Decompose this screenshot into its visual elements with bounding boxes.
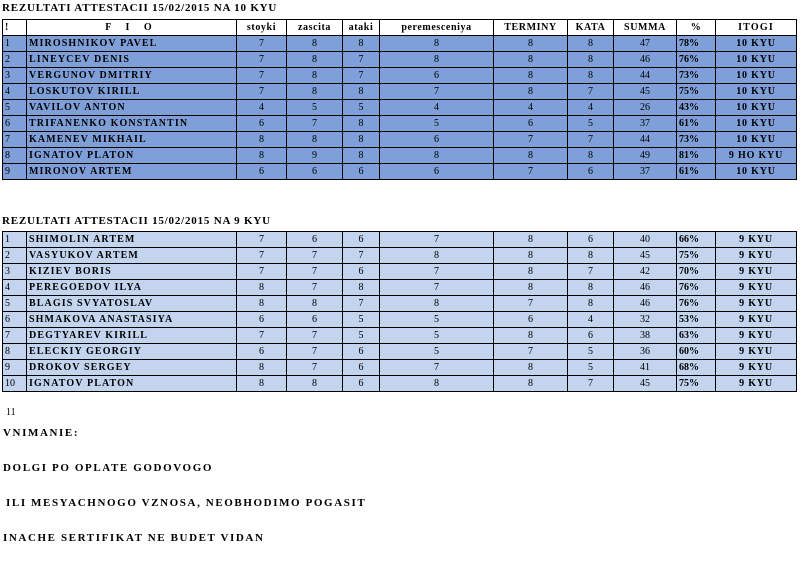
cell-zascita[interactable]: 8 [287,68,343,84]
cell-peremesceniya[interactable]: 5 [380,312,494,328]
cell-percent[interactable]: 78% [677,36,716,52]
cell-percent[interactable]: 63% [677,328,716,344]
results-table-9-kyu [2,231,797,392]
cell-ataki[interactable]: 5 [343,312,380,328]
cell-peremesceniya[interactable]: 8 [380,376,494,392]
cell-terminy[interactable]: 7 [494,296,568,312]
cell-kata[interactable]: 8 [568,68,614,84]
cell-zascita[interactable]: 7 [287,360,343,376]
table-row [3,52,797,68]
header-cell-zascita[interactable]: zascita [287,20,343,36]
cell-stoyki[interactable]: 4 [237,100,287,116]
cell-zascita[interactable]: 8 [287,84,343,100]
cell-number[interactable]: 4 [3,280,27,296]
cell-ataki[interactable]: 7 [343,296,380,312]
cell-number[interactable]: 5 [3,100,27,116]
cell-name[interactable]: PEREGOEDOV ILYA [27,280,237,296]
cell-name[interactable]: DEGTYAREV KIRILL [27,328,237,344]
cell-name[interactable]: LINEYCEV DENIS [27,52,237,68]
cell-name[interactable]: SHIMOLIN ARTEM [27,232,237,248]
cell-kata[interactable]: 7 [568,132,614,148]
cell-kata[interactable]: 8 [568,52,614,68]
cell-ataki[interactable]: 6 [343,164,380,180]
cell-itogi[interactable]: 9 KYU [716,312,797,328]
header-cell-itogi[interactable]: ITOGI [716,20,797,36]
table-row [3,68,797,84]
cell-terminy[interactable]: 8 [494,36,568,52]
cell-itogi[interactable]: 10 KYU [716,164,797,180]
next-row-number[interactable]: 11 [6,407,16,418]
cell-kata[interactable]: 6 [568,164,614,180]
cell-number[interactable]: 2 [3,248,27,264]
cell-percent[interactable]: 61% [677,116,716,132]
cell-terminy[interactable]: 7 [494,344,568,360]
cell-peremesceniya[interactable]: 7 [380,360,494,376]
cell-name[interactable]: ELECKIY GEORGIY [27,344,237,360]
table-row [3,328,797,344]
cell-ataki[interactable]: 6 [343,376,380,392]
cell-zascita[interactable]: 7 [287,344,343,360]
table-row [3,248,797,264]
cell-zascita[interactable]: 7 [287,280,343,296]
cell-ataki[interactable]: 6 [343,232,380,248]
cell-number[interactable]: 5 [3,296,27,312]
cell-terminy[interactable]: 7 [494,164,568,180]
cell-kata[interactable]: 6 [568,328,614,344]
header-cell-number[interactable]: ! [3,20,27,36]
cell-summa[interactable]: 46 [614,52,677,68]
cell-peremesceniya[interactable]: 5 [380,344,494,360]
cell-name[interactable]: IGNATOV PLATON [27,376,237,392]
cell-number[interactable]: 1 [3,36,27,52]
cell-zascita[interactable]: 6 [287,164,343,180]
cell-summa[interactable]: 49 [614,148,677,164]
cell-summa[interactable]: 45 [614,84,677,100]
cell-itogi[interactable]: 10 KYU [716,36,797,52]
cell-stoyki[interactable]: 7 [237,68,287,84]
cell-stoyki[interactable]: 8 [237,280,287,296]
cell-terminy[interactable]: 8 [494,68,568,84]
cell-terminy[interactable]: 8 [494,52,568,68]
cell-stoyki[interactable]: 8 [237,148,287,164]
table-row [3,36,797,52]
notice-heading[interactable]: VNIMANIE: [3,427,80,439]
cell-kata[interactable]: 5 [568,344,614,360]
cell-zascita[interactable]: 7 [287,116,343,132]
cell-peremesceniya[interactable]: 8 [380,296,494,312]
cell-peremesceniya[interactable]: 5 [380,116,494,132]
cell-ataki[interactable]: 8 [343,132,380,148]
cell-kata[interactable]: 8 [568,148,614,164]
cell-percent[interactable]: 43% [677,100,716,116]
cell-summa[interactable]: 40 [614,232,677,248]
cell-name[interactable]: VAVILOV ANTON [27,100,237,116]
header-cell-peremesceniya[interactable]: peremesceniya [380,20,494,36]
cell-name[interactable]: MIROSHNIKOV PAVEL [27,36,237,52]
cell-percent[interactable]: 76% [677,296,716,312]
cell-summa[interactable]: 26 [614,100,677,116]
cell-zascita[interactable]: 6 [287,312,343,328]
cell-stoyki[interactable]: 7 [237,248,287,264]
cell-peremesceniya[interactable]: 7 [380,280,494,296]
cell-ataki[interactable]: 6 [343,360,380,376]
cell-name[interactable]: BLAGIS SVYATOSLAV [27,296,237,312]
table-row [3,100,797,116]
cell-ataki[interactable]: 7 [343,52,380,68]
cell-ataki[interactable]: 7 [343,248,380,264]
cell-ataki[interactable]: 8 [343,280,380,296]
cell-summa[interactable]: 37 [614,164,677,180]
cell-peremesceniya[interactable]: 8 [380,36,494,52]
cell-name[interactable]: IGNATOV PLATON [27,148,237,164]
cell-kata[interactable]: 7 [568,84,614,100]
cell-zascita[interactable]: 8 [287,36,343,52]
cell-stoyki[interactable]: 6 [237,116,287,132]
cell-kata[interactable]: 7 [568,376,614,392]
header-cell-fio[interactable]: F I O [27,20,237,36]
cell-kata[interactable]: 8 [568,280,614,296]
cell-summa[interactable]: 44 [614,68,677,84]
cell-terminy[interactable]: 8 [494,232,568,248]
cell-zascita[interactable]: 5 [287,100,343,116]
cell-number[interactable]: 7 [3,328,27,344]
cell-peremesceniya[interactable]: 8 [380,248,494,264]
cell-kata[interactable]: 4 [568,100,614,116]
cell-kata[interactable]: 7 [568,264,614,280]
header-cell-kata[interactable]: KATA [568,20,614,36]
table-row [3,376,797,392]
cell-summa[interactable]: 37 [614,116,677,132]
cell-stoyki[interactable]: 8 [237,360,287,376]
cell-percent[interactable]: 73% [677,68,716,84]
cell-number[interactable]: 3 [3,264,27,280]
cell-itogi[interactable]: 10 KYU [716,68,797,84]
cell-percent[interactable]: 81% [677,148,716,164]
cell-number[interactable]: 6 [3,312,27,328]
cell-number[interactable]: 3 [3,68,27,84]
cell-kata[interactable]: 4 [568,312,614,328]
cell-ataki[interactable]: 6 [343,264,380,280]
cell-ataki[interactable]: 5 [343,100,380,116]
table-row [3,360,797,376]
cell-terminy[interactable]: 8 [494,280,568,296]
cell-percent[interactable]: 76% [677,52,716,68]
cell-name[interactable]: DROKOV SERGEY [27,360,237,376]
cell-peremesceniya[interactable]: 6 [380,132,494,148]
cell-zascita[interactable]: 7 [287,248,343,264]
cell-stoyki[interactable]: 8 [237,376,287,392]
cell-percent[interactable]: 70% [677,264,716,280]
cell-terminy[interactable]: 8 [494,328,568,344]
cell-percent[interactable]: 76% [677,280,716,296]
cell-terminy[interactable]: 4 [494,100,568,116]
cell-percent[interactable]: 75% [677,248,716,264]
cell-percent[interactable]: 73% [677,132,716,148]
table-row [3,296,797,312]
cell-stoyki[interactable]: 6 [237,164,287,180]
cell-stoyki[interactable]: 8 [237,132,287,148]
cell-terminy[interactable]: 8 [494,148,568,164]
cell-number[interactable]: 1 [3,232,27,248]
cell-name[interactable]: VASYUKOV ARTEM [27,248,237,264]
cell-ataki[interactable]: 8 [343,116,380,132]
cell-summa[interactable]: 45 [614,376,677,392]
cell-stoyki[interactable]: 7 [237,52,287,68]
cell-zascita[interactable]: 9 [287,148,343,164]
table-row [3,148,797,164]
cell-summa[interactable]: 32 [614,312,677,328]
cell-kata[interactable]: 8 [568,248,614,264]
cell-percent[interactable]: 75% [677,376,716,392]
cell-percent[interactable]: 53% [677,312,716,328]
cell-stoyki[interactable]: 8 [237,296,287,312]
cell-summa[interactable]: 38 [614,328,677,344]
table-row [3,164,797,180]
cell-ataki[interactable]: 8 [343,148,380,164]
cell-kata[interactable]: 8 [568,296,614,312]
cell-summa[interactable]: 47 [614,36,677,52]
table-row [3,312,797,328]
cell-number[interactable]: 2 [3,52,27,68]
table-row [3,116,797,132]
cell-percent[interactable]: 61% [677,164,716,180]
cell-terminy[interactable]: 8 [494,376,568,392]
cell-stoyki[interactable]: 7 [237,328,287,344]
header-row [3,20,797,36]
table-row [3,344,797,360]
cell-peremesceniya[interactable]: 8 [380,148,494,164]
cell-ataki[interactable]: 5 [343,328,380,344]
cell-percent[interactable]: 68% [677,360,716,376]
cell-terminy[interactable]: 6 [494,116,568,132]
cell-stoyki[interactable]: 7 [237,264,287,280]
cell-summa[interactable]: 45 [614,248,677,264]
cell-number[interactable]: 9 [3,164,27,180]
cell-name[interactable]: LOSKUTOV KIRILL [27,84,237,100]
cell-summa[interactable]: 41 [614,360,677,376]
cell-summa[interactable]: 46 [614,280,677,296]
cell-stoyki[interactable]: 7 [237,36,287,52]
cell-terminy[interactable]: 6 [494,312,568,328]
table-row [3,280,797,296]
cell-summa[interactable]: 46 [614,296,677,312]
cell-ataki[interactable]: 8 [343,84,380,100]
table-row [3,132,797,148]
header-cell-ataki[interactable]: ataki [343,20,380,36]
cell-terminy[interactable]: 8 [494,84,568,100]
results-table-10-kyu [2,19,797,180]
cell-zascita[interactable]: 8 [287,376,343,392]
cell-zascita[interactable]: 7 [287,328,343,344]
cell-peremesceniya[interactable]: 5 [380,328,494,344]
cell-number[interactable]: 8 [3,148,27,164]
table-row [3,264,797,280]
cell-kata[interactable]: 8 [568,36,614,52]
cell-number[interactable]: 4 [3,84,27,100]
cell-ataki[interactable]: 8 [343,36,380,52]
cell-itogi[interactable]: 9 KYU [716,376,797,392]
header-cell-summa[interactable]: SUMMA [614,20,677,36]
cell-stoyki[interactable]: 7 [237,84,287,100]
cell-itogi[interactable]: 9 KYU [716,296,797,312]
cell-name[interactable]: SHMAKOVA ANASTASIYA [27,312,237,328]
cell-itogi[interactable]: 9 KYU [716,344,797,360]
cell-peremesceniya[interactable]: 6 [380,68,494,84]
cell-itogi[interactable]: 10 KYU [716,132,797,148]
cell-name[interactable]: VERGUNOV DMITRIY [27,68,237,84]
notice-line-2[interactable]: ILI MESYACHNOGO VZNOSA, NEOBHODIMO POGASIT [6,497,367,509]
table-row [3,232,797,248]
cell-percent[interactable]: 60% [677,344,716,360]
cell-percent[interactable]: 66% [677,232,716,248]
cell-summa[interactable]: 44 [614,132,677,148]
cell-number[interactable]: 7 [3,132,27,148]
cell-terminy[interactable]: 8 [494,264,568,280]
notice-line-3[interactable]: INACHE SERTIFIKAT NE BUDET VIDAN [3,532,265,544]
cell-zascita[interactable]: 7 [287,264,343,280]
cell-peremesceniya[interactable]: 8 [380,52,494,68]
cell-peremesceniya[interactable]: 7 [380,84,494,100]
section2-title: REZULTATI ATTESTACII 15/02/2015 NA 9 KYU [2,215,271,227]
cell-name[interactable]: TRIFANENKO KONSTANTIN [27,116,237,132]
cell-number[interactable]: 10 [3,376,27,392]
cell-name[interactable]: MIRONOV ARTEM [27,164,237,180]
cell-terminy[interactable]: 8 [494,248,568,264]
cell-itogi[interactable]: 9 HO KYU [716,148,797,164]
header-cell-terminy[interactable]: TERMINY [494,20,568,36]
cell-kata[interactable]: 5 [568,116,614,132]
cell-kata[interactable]: 6 [568,232,614,248]
cell-zascita[interactable]: 6 [287,232,343,248]
cell-ataki[interactable]: 7 [343,68,380,84]
cell-itogi[interactable]: 10 KYU [716,52,797,68]
cell-itogi[interactable]: 9 KYU [716,264,797,280]
cell-terminy[interactable]: 7 [494,132,568,148]
cell-itogi[interactable]: 9 KYU [716,280,797,296]
cell-itogi[interactable]: 9 KYU [716,328,797,344]
cell-percent[interactable]: 75% [677,84,716,100]
cell-stoyki[interactable]: 7 [237,232,287,248]
cell-itogi[interactable]: 9 KYU [716,232,797,248]
cell-zascita[interactable]: 8 [287,132,343,148]
cell-kata[interactable]: 5 [568,360,614,376]
table-row [3,84,797,100]
notice-line-1[interactable]: DOLGI PO OPLATE GODOVOGO [3,462,214,474]
cell-ataki[interactable]: 6 [343,344,380,360]
cell-itogi[interactable]: 9 KYU [716,360,797,376]
cell-name[interactable]: KAMENEV MIKHAIL [27,132,237,148]
cell-zascita[interactable]: 8 [287,52,343,68]
cell-name[interactable]: KIZIEV BORIS [27,264,237,280]
cell-number[interactable]: 8 [3,344,27,360]
cell-peremesceniya[interactable]: 7 [380,232,494,248]
cell-stoyki[interactable]: 6 [237,344,287,360]
cell-itogi[interactable]: 9 KYU [716,248,797,264]
cell-summa[interactable]: 36 [614,344,677,360]
cell-stoyki[interactable]: 6 [237,312,287,328]
cell-itogi[interactable]: 10 KYU [716,84,797,100]
header-cell-percent[interactable]: % [677,20,716,36]
cell-peremesceniya[interactable]: 6 [380,164,494,180]
cell-number[interactable]: 9 [3,360,27,376]
cell-number[interactable]: 6 [3,116,27,132]
cell-terminy[interactable]: 8 [494,360,568,376]
section1-title: REZULTATI ATTESTACII 15/02/2015 NA 10 KYU [2,2,278,14]
cell-peremesceniya[interactable]: 7 [380,264,494,280]
cell-peremesceniya[interactable]: 4 [380,100,494,116]
header-cell-stoyki[interactable]: stoyki [237,20,287,36]
cell-summa[interactable]: 42 [614,264,677,280]
cell-itogi[interactable]: 10 KYU [716,100,797,116]
cell-zascita[interactable]: 8 [287,296,343,312]
cell-itogi[interactable]: 10 KYU [716,116,797,132]
